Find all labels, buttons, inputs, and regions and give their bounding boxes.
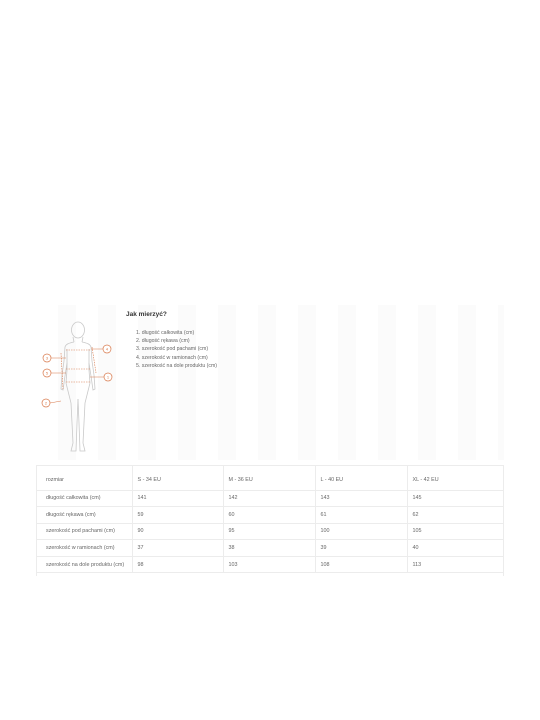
marker-4: 4 [105,346,109,352]
table-cell: 95 [223,523,315,540]
table-row [37,490,503,507]
table-cell: 103 [223,556,315,573]
marker-5: 5 [45,370,49,376]
header-cell: L - 40 EU [315,466,407,490]
table-cell: 108 [315,556,407,573]
table-cell: 142 [223,490,315,507]
table-row [37,507,503,524]
table-cell: 113 [407,556,503,573]
table-cell: 62 [407,507,503,524]
measuring-guide [36,305,504,460]
measurement-item: 5. szerokość na dole produktu (cm) [136,362,218,369]
marker-3: 3 [45,355,49,361]
table-header-row [37,466,503,490]
table-cell: 59 [132,507,223,524]
table-row [37,556,503,573]
table-cell: 145 [407,490,503,507]
table-cell: 37 [132,540,223,557]
row-label: długość całkowita (cm) [37,490,132,507]
table-cell: 105 [407,523,503,540]
measurement-item: 4. szerokość w ramionach (cm) [136,354,208,361]
body-figure [36,313,120,458]
body-figure-illustration [36,313,120,458]
table-cell: 39 [315,540,407,557]
table-row [37,540,503,557]
marker-1: 1 [106,374,110,380]
measurement-item: 3. szerokość pod pachami (cm) [136,346,209,353]
size-table [36,465,504,576]
row-label: szerokość w ramionach (cm) [37,540,132,557]
row-label: szerokość pod pachami (cm) [37,523,132,540]
header-cell: XL - 42 EU [407,466,503,490]
table-row [37,523,503,540]
marker-2: 2 [44,400,48,406]
table-cell: 90 [132,523,223,540]
measurement-list [126,329,217,370]
table-cell: 143 [315,490,407,507]
table-cell: 60 [223,507,315,524]
table-cell: 61 [315,507,407,524]
header-cell: S - 34 EU [132,466,223,490]
row-label: szerokość na dole produktu (cm) [37,556,132,573]
row-label: długość rękawa (cm) [37,507,132,524]
header-cell: rozmiar [37,466,132,490]
header-cell: M - 36 EU [223,466,315,490]
table-cell: 100 [315,523,407,540]
table-cell: 141 [132,490,223,507]
how-to-measure-title: Jak mierzyć? [126,311,167,318]
measurement-item: 1. długość całkowita (cm) [136,330,195,336]
table-cell: 40 [407,540,503,557]
measurement-item: 2. długość rękawa (cm) [136,338,190,345]
table-cell: 98 [132,556,223,573]
table-cell: 38 [223,540,315,557]
how-to-measure [126,311,217,370]
